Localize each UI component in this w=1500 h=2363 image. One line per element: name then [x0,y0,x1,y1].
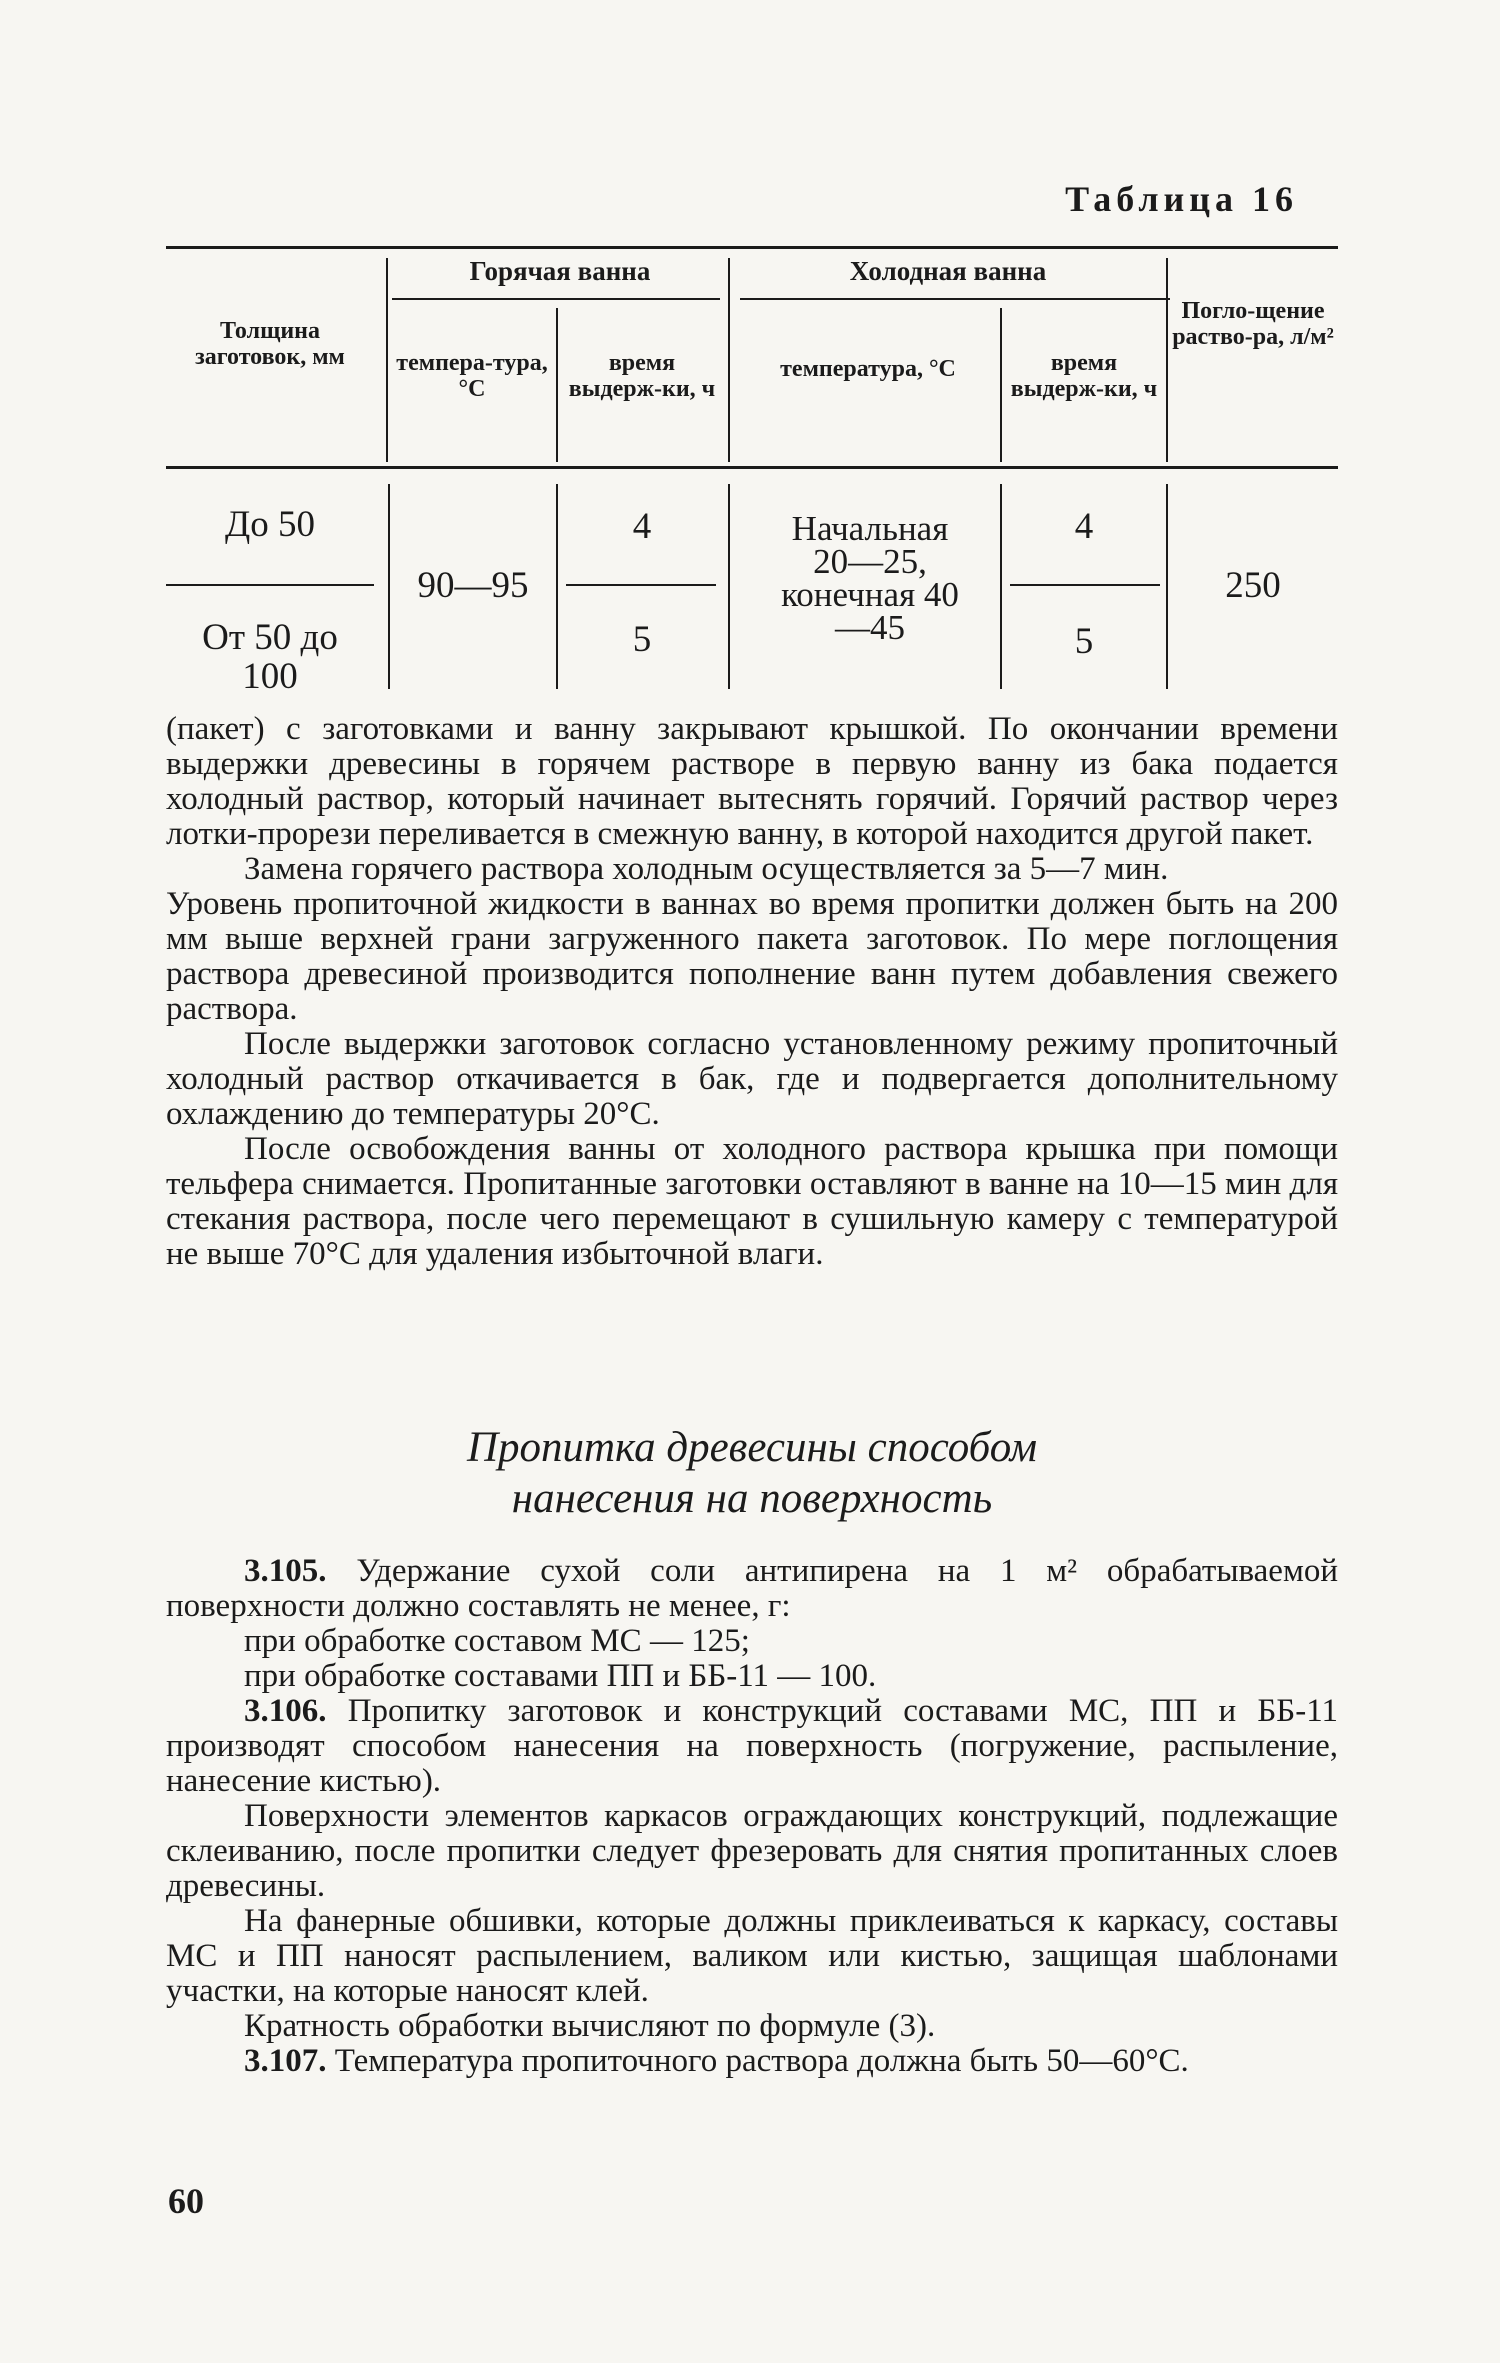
cell-hot-time-row1: 4 [632,506,652,547]
vline-4-header [1000,308,1002,462]
table-top-rule [166,246,1338,249]
cell-hot-temp: 90—95 [417,565,529,606]
vline-3-body [728,484,730,689]
paragraph-text: при обработке составом МС — 125; [244,1623,750,1659]
section-heading [166,1422,1338,1524]
cold-bath-divider [740,298,1170,300]
paragraph-text: Пропитку заготовок и конструкций составами МС, ПП и ББ-11 производят способом нанесения на поверхность (погружение, распыление, нанесение кистью). [166,1693,1339,1799]
vline-3-header [728,258,730,462]
paragraph: После освобождения ванны от холодного раствора крышка при помощи тельфера снимается. Пропитанные заготовки оставляют в ванне на 10—15 мин для стекания раствора, после чего перемещают в сушильную камеру с температурой не выше 70°С для удаления избыточной влаги. [166,1131,1338,1272]
section-text [166,1554,1338,2079]
cell-cold-time-row1: 4 [1074,506,1094,547]
table-label: Таблица 16 [1065,179,1298,219]
paragraph [166,1904,1338,2009]
paragraph [166,1554,1338,1624]
paragraph-text: Температура пропиточного раствора должна быть 50—60°С. [334,2043,1189,2079]
paragraph: После выдержки заготовок согласно установленному режиму пропиточный холодный раствор откачивается в бак, где и подвергается дополнительному охлаждению до температуры 20°С. [166,1026,1338,1132]
paragraph [166,1799,1338,1904]
paragraph: (пакет) с заготовками и ванну закрывают крышкой. По окончании времени выдержки древесины в горячем растворе в первую ванну из бака подается холодный раствор, который начинает вытеснять горячий. Горячий раствор через лотки-прорези переливается в смежную ванну, в которой находится другой пакет. [166,711,1338,852]
header-absorption: Погло-щение раство-ра, л/м² [1172,298,1334,350]
hot-bath-divider [392,298,720,300]
cell-thickness-row2: От 50 до 100 [202,617,338,697]
header-thickness: Толщина заготовок, мм [195,318,345,370]
paragraph [166,1624,1338,1659]
header-cold-bath: Холодная ванна [849,256,1047,286]
vline-1-header [386,258,388,462]
cell-cold-time-row2: 5 [1074,621,1094,662]
paragraph-number: 3.107. [244,2043,327,2079]
table-header-bottom-rule [166,466,1338,469]
paragraph-number: 3.105. [244,1553,327,1589]
paragraph-number: 3.106. [244,1693,327,1729]
paragraph [166,1694,1338,1799]
section-heading-line1: Пропитка древесины способом [466,1424,1038,1471]
cell-cold-temp: Начальная 20—25, конечная 40—45 [781,509,959,647]
header-hot-temp: темпера-тура, °С [396,350,548,402]
header-cold-time: время выдерж-ки, ч [1010,350,1158,402]
paragraph [166,2044,1338,2079]
page-number: 60 [168,2181,204,2221]
vline-2-header [556,308,558,462]
paragraph-text: На фанерные обшивки, которые должны приклеиваться к каркасу, составы МС и ПП наносят распылением, валиком или кистью, защищая шаблонами участки, на которые наносят клей. [166,1903,1338,2009]
vline-5-header [1166,258,1168,462]
paragraph-text: Удержание сухой соли антипирена на 1 м² обрабатываемой поверхности должно составлять не менее, г: [166,1553,1339,1624]
vline-2-body [556,484,558,689]
cell-hot-time-row2: 5 [632,619,652,660]
row-divider-hot-time [566,584,716,586]
paragraph-text: Кратность обработки вычисляют по формуле (3). [244,2008,936,2044]
paragraph: Уровень пропиточной жидкости в ваннах во время пропитки должен быть на 200 мм выше верхней грани загруженного пакета заготовок. По мере поглощения раствора древесиной производится пополнение ванн путем добавления свежего раствора. [166,886,1338,1027]
paragraph [166,1659,1338,1694]
row-divider-thickness [166,584,374,586]
paragraph [166,2009,1338,2044]
cell-thickness-row1: До 50 [225,504,315,545]
cell-absorption: 250 [1225,565,1281,606]
body-text [166,712,1338,1272]
paragraph-text: Поверхности элементов каркасов ограждающих конструкций, подлежащие склеиванию, после пропитки следует фрезеровать для снятия пропитанных слоев древесины. [166,1798,1338,1904]
section-heading-line2: нанесения на поверхность [511,1475,993,1522]
vline-4-body [1000,484,1002,689]
paragraph: Замена горячего раствора холодным осуществляется за 5—7 мин. [244,851,1169,887]
header-cold-temp: температура, °С [780,356,956,382]
vline-5-body [1166,484,1168,689]
header-hot-bath: Горячая ванна [469,256,651,286]
header-hot-time: время выдерж-ки, ч [568,350,716,402]
row-divider-cold-time [1010,584,1160,586]
vline-1-body [388,484,390,689]
paragraph-text: при обработке составами ПП и ББ-11 — 100. [244,1658,877,1694]
